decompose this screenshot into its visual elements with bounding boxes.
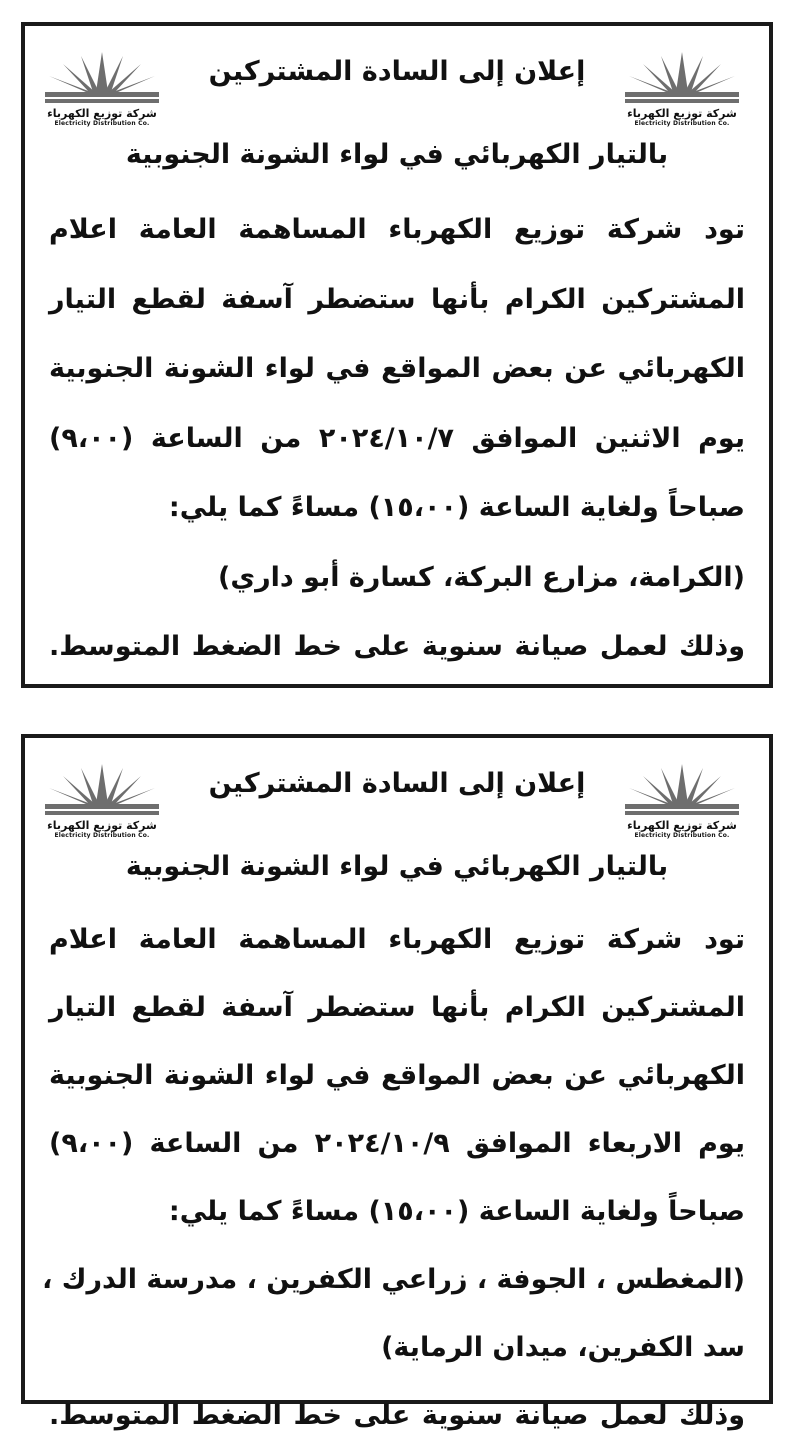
logo-arabic-name: شركة توزيع الكهرباء	[47, 107, 157, 120]
notice-line: المشتركين الكرام بأنها ستضطر آسفة لقطع التيار	[49, 992, 745, 1023]
notice-line: سد الكفرين، ميدان الرماية)	[381, 1332, 745, 1363]
notice-title: إعلان إلى السادة المشتركين	[208, 768, 586, 799]
notice-line: المشتركين الكرام بأنها ستضطر آسفة لقطع التيار	[49, 283, 745, 315]
logo-english-name: Electricity Distribution Co.	[54, 120, 150, 127]
notice-line: يوم الاثنين الموافق ٢٠٢٤/١٠/٧ من الساعة (٩،٠٠)	[49, 422, 745, 454]
notice-subtitle: بالتيار الكهربائي في لواء الشونة الجنوبية	[125, 851, 669, 882]
notice-line: (الكرامة، مزارع البركة، كسارة أبو داري)	[218, 561, 745, 593]
logo-arabic-name: شركة توزيع الكهرباء	[627, 819, 737, 832]
notice-line: يوم الاربعاء الموافق ٢٠٢٤/١٠/٩ من الساعة (٩،٠٠)	[49, 1128, 745, 1159]
announcement-box-2	[21, 734, 773, 1431]
logo-english-name: Electricity Distribution Co.	[54, 832, 150, 839]
logo-english-name: Electricity Distribution Co.	[634, 832, 730, 839]
logo-english-name: Electricity Distribution Co.	[634, 120, 730, 127]
announcement-box-1	[21, 22, 773, 688]
logo-arabic-name: شركة توزيع الكهرباء	[627, 107, 737, 120]
notice-line: تود شركة توزيع الكهرباء المساهمة العامة اعلام	[49, 924, 745, 955]
notice-line: صباحاً ولغاية الساعة (١٥،٠٠) مساءً كما يلي:	[168, 492, 745, 523]
notice-line: وذلك لعمل صيانة سنوية على خط الضغط المتوسط.	[49, 1400, 745, 1431]
notice-line: الكهربائي عن بعض المواقع في لواء الشونة الجنوبية	[49, 353, 745, 384]
notice-line: صباحاً ولغاية الساعة (١٥،٠٠) مساءً كما يلي:	[168, 1196, 745, 1227]
notice-line: (المغطس ، الجوفة ، زراعي الكفرين ، مدرسة الدرك ،	[42, 1264, 745, 1295]
notice-line: تود شركة توزيع الكهرباء المساهمة العامة اعلام	[49, 214, 745, 245]
notice-line: الكهربائي عن بعض المواقع في لواء الشونة الجنوبية	[49, 1060, 745, 1091]
notice-body	[42, 906, 745, 1450]
logo-arabic-name: شركة توزيع الكهرباء	[47, 819, 157, 832]
notice-title: إعلان إلى السادة المشتركين	[208, 56, 586, 87]
notice-line: وذلك لعمل صيانة سنوية على خط الضغط المتوسط.	[49, 631, 745, 662]
notice-body	[49, 195, 745, 682]
notice-subtitle: بالتيار الكهربائي في لواء الشونة الجنوبية	[125, 139, 669, 170]
